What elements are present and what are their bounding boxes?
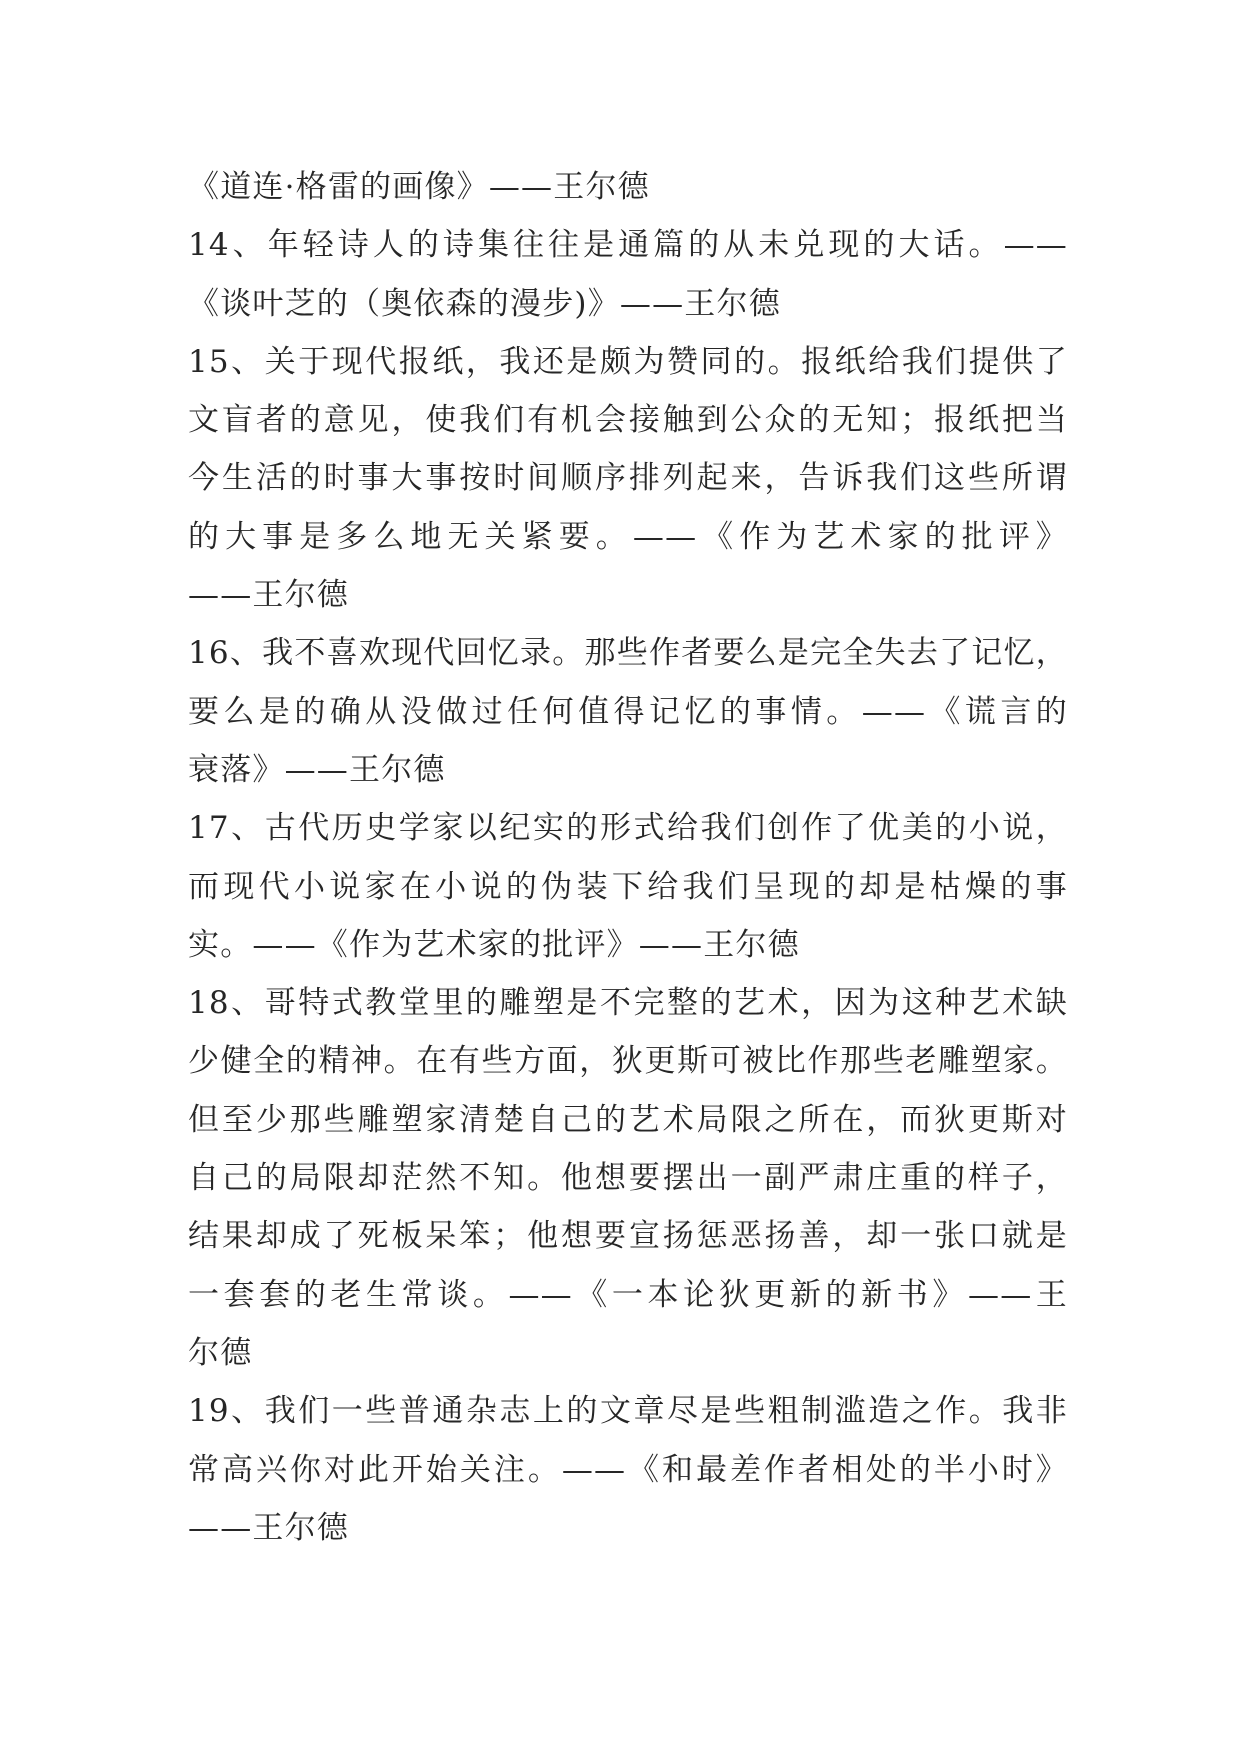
text-line: 的大事是多么地无关紧要。——《作为艺术家的批评》 bbox=[188, 518, 1068, 555]
text-line: 14、年轻诗人的诗集往往是通篇的从未兑现的大话。—— bbox=[188, 227, 1068, 264]
text-line: 19、我们一些普通杂志上的文章尽是些粗制滥造之作。我非 bbox=[188, 1393, 1068, 1430]
text-line: 15、关于现代报纸，我还是颇为赞同的。报纸给我们提供了 bbox=[188, 343, 1068, 380]
text-line: 自己的局限却茫然不知。他想要摆出一副严肃庄重的样子， bbox=[188, 1160, 1068, 1197]
text-line: 少健全的精神。在有些方面，狄更斯可被比作那些老雕塑家。 bbox=[188, 1043, 1068, 1080]
text-line: 结果却成了死板呆笨；他想要宣扬惩恶扬善，却一张口就是 bbox=[188, 1218, 1068, 1255]
text-line: 衰落》——王尔德 bbox=[188, 751, 446, 788]
text-line: 尔德 bbox=[188, 1334, 253, 1371]
text-line: 18、哥特式教堂里的雕塑是不完整的艺术，因为这种艺术缺 bbox=[188, 985, 1068, 1022]
text-line: 实。——《作为艺术家的批评》——王尔德 bbox=[188, 926, 800, 963]
text-line: 《谈叶芝的（奥依森的漫步)》——王尔德 bbox=[188, 285, 781, 322]
text-line: 《道连·格雷的画像》——王尔德 bbox=[188, 169, 650, 205]
text-line: 要么是的确从没做过任何值得记忆的事情。——《谎言的 bbox=[188, 693, 1068, 730]
document-body bbox=[188, 158, 1068, 1557]
text-line: 而现代小说家在小说的伪装下给我们呈现的却是枯燥的事 bbox=[188, 868, 1068, 905]
text-line: 常高兴你对此开始关注。——《和最差作者相处的半小时》 bbox=[188, 1451, 1068, 1488]
text-line: 16、我不喜欢现代回忆录。那些作者要么是完全失去了记忆， bbox=[188, 635, 1068, 672]
text-line: 文盲者的意见，使我们有机会接触到公众的无知；报纸把当 bbox=[188, 402, 1068, 439]
text-line: ——王尔德 bbox=[188, 1509, 349, 1546]
text-line: 一套套的老生常谈。——《一本论狄更新的新书》——王 bbox=[188, 1276, 1068, 1313]
text-line: 17、古代历史学家以纪实的形式给我们创作了优美的小说， bbox=[188, 810, 1068, 847]
text-line: 今生活的时事大事按时间顺序排列起来，告诉我们这些所谓 bbox=[188, 460, 1068, 497]
text-line: 但至少那些雕塑家清楚自己的艺术局限之所在，而狄更斯对 bbox=[188, 1101, 1068, 1138]
text-line: ——王尔德 bbox=[188, 577, 349, 614]
